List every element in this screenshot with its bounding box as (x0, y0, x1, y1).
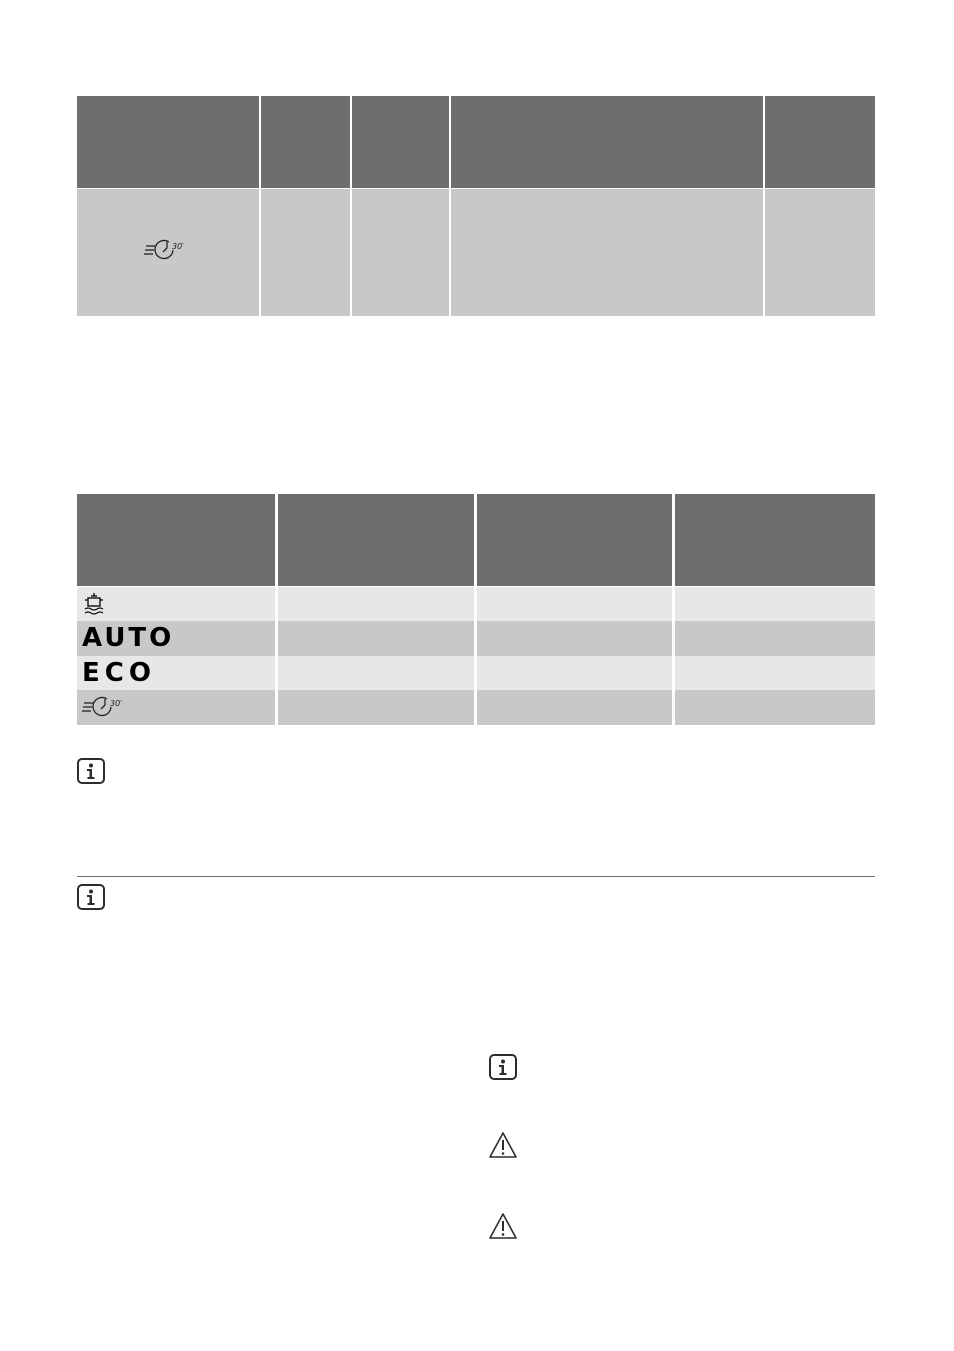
warning-icon (488, 1212, 518, 1241)
table1-program-cell (77, 189, 259, 316)
table1-cell-4 (451, 189, 763, 316)
table2-row4-cell2 (278, 690, 474, 725)
table2-row1-program (77, 587, 275, 621)
table2-row1-cell4 (675, 587, 875, 621)
table2-row4-program (77, 690, 275, 725)
table2-row2-program (77, 621, 275, 656)
section-divider (77, 876, 875, 877)
table2-row2-cell3 (477, 621, 672, 656)
table1-header-col5 (765, 96, 875, 188)
svg-text:30′: 30′ (172, 242, 184, 251)
table1-cell-2 (261, 189, 350, 316)
table2-header-col2 (278, 494, 474, 586)
table2-header-col4 (675, 494, 875, 586)
table1-header-col2 (261, 96, 350, 188)
table1-cell-5 (765, 189, 875, 316)
table2-row3-cell4 (675, 656, 875, 690)
svg-text:30′: 30′ (110, 699, 122, 708)
table1-header-col3 (352, 96, 449, 188)
program-label-auto: AUTO (82, 623, 175, 653)
table2-header-col1 (77, 494, 275, 586)
table1-cell-3 (352, 189, 449, 316)
info-icon (489, 1054, 517, 1080)
program-label-eco: ECO (82, 658, 156, 688)
table2-row4-cell3 (477, 690, 672, 725)
table2-row3-program (77, 656, 275, 690)
table2-row4-cell4 (675, 690, 875, 725)
table1-header-col1 (77, 96, 259, 188)
info-icon (77, 758, 105, 784)
table2-header-col3 (477, 494, 672, 586)
table2-row1-cell3 (477, 587, 672, 621)
table2-row3-cell3 (477, 656, 672, 690)
table2-row2-cell2 (278, 621, 474, 656)
note-1 (77, 758, 105, 788)
info-icon (77, 884, 105, 910)
warning-2 (488, 1212, 518, 1245)
table2-row1-cell2 (278, 587, 474, 621)
quick-30-icon (143, 238, 187, 264)
warning-icon (488, 1131, 518, 1160)
table2-row2-cell4 (675, 621, 875, 656)
table2-row3-cell2 (278, 656, 474, 690)
table1-header-col4 (451, 96, 763, 188)
note-3 (489, 1054, 517, 1084)
warning-1 (488, 1131, 518, 1164)
pots-pans-icon (83, 591, 105, 617)
note-2 (77, 884, 105, 914)
quick-30-icon (81, 695, 125, 721)
